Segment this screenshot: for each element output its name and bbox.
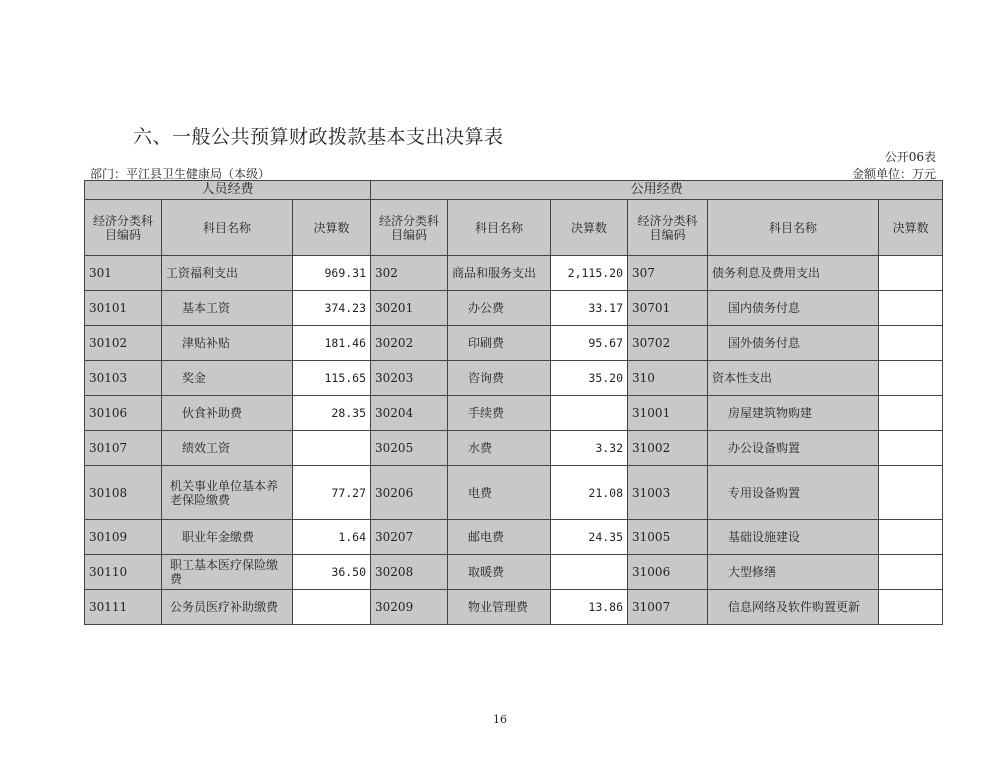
amount: 3.32 (551, 431, 628, 466)
item-name: 奖金 (162, 361, 293, 396)
amount (879, 590, 943, 625)
econ-code: 30207 (371, 520, 448, 555)
item-name: 办公费 (448, 291, 551, 326)
item-name: 取暖费 (448, 555, 551, 590)
econ-code: 30108 (85, 466, 162, 520)
econ-code: 30103 (85, 361, 162, 396)
econ-code: 30107 (85, 431, 162, 466)
table-row (85, 431, 943, 466)
amount (879, 291, 943, 326)
header-amount: 决算数 (293, 200, 371, 256)
header-amount: 决算数 (879, 200, 943, 256)
item-name: 职工基本医疗保险缴费 (162, 555, 293, 590)
table-row (85, 520, 943, 555)
header-code: 经济分类科目编码 (628, 200, 708, 256)
table-row (85, 256, 943, 291)
table-row (85, 590, 943, 625)
amount (879, 431, 943, 466)
econ-code: 31003 (628, 466, 708, 520)
econ-code: 30208 (371, 555, 448, 590)
item-name: 公务员医疗补助缴费 (162, 590, 293, 625)
econ-code: 31006 (628, 555, 708, 590)
header-code: 经济分类科目编码 (85, 200, 162, 256)
item-name: 房屋建筑物购建 (708, 396, 879, 431)
item-name: 国内债务付息 (708, 291, 879, 326)
table-row (85, 291, 943, 326)
amount (551, 555, 628, 590)
amount: 35.20 (551, 361, 628, 396)
department-label: 部门：平江县卫生健康局（本级） (90, 167, 271, 181)
econ-code: 307 (628, 256, 708, 291)
header-row (85, 200, 943, 256)
header-name: 科目名称 (162, 200, 293, 256)
page-title: 六、一般公共预算财政拨款基本支出决算表 (133, 126, 504, 148)
item-name: 资本性支出 (708, 361, 879, 396)
header-code: 经济分类科目编码 (371, 200, 448, 256)
amount (879, 256, 943, 291)
table-row (85, 361, 943, 396)
item-name: 手续费 (448, 396, 551, 431)
econ-code: 30202 (371, 326, 448, 361)
item-name: 办公设备购置 (708, 431, 879, 466)
econ-code: 30702 (628, 326, 708, 361)
amount (879, 466, 943, 520)
item-name: 邮电费 (448, 520, 551, 555)
item-name: 国外债务付息 (708, 326, 879, 361)
amount: 2,115.20 (551, 256, 628, 291)
table-row (85, 396, 943, 431)
item-name: 咨询费 (448, 361, 551, 396)
header-name: 科目名称 (708, 200, 879, 256)
econ-code: 31005 (628, 520, 708, 555)
amount (293, 431, 371, 466)
econ-code: 310 (628, 361, 708, 396)
item-name: 债务利息及费用支出 (708, 256, 879, 291)
expenditure-table (84, 180, 943, 625)
amount (879, 326, 943, 361)
econ-code: 302 (371, 256, 448, 291)
econ-code: 30109 (85, 520, 162, 555)
amount (879, 555, 943, 590)
item-name: 工资福利支出 (162, 256, 293, 291)
item-name: 信息网络及软件购置更新 (708, 590, 879, 625)
econ-code: 31001 (628, 396, 708, 431)
amount: 969.31 (293, 256, 371, 291)
table-row (85, 555, 943, 590)
page-number: 16 (493, 713, 507, 726)
item-name: 印刷费 (448, 326, 551, 361)
amount: 21.08 (551, 466, 628, 520)
amount (879, 361, 943, 396)
item-name: 伙食补助费 (162, 396, 293, 431)
amount: 181.46 (293, 326, 371, 361)
econ-code: 30209 (371, 590, 448, 625)
econ-code: 30201 (371, 291, 448, 326)
econ-code: 30102 (85, 326, 162, 361)
item-name: 商品和服务支出 (448, 256, 551, 291)
econ-code: 30110 (85, 555, 162, 590)
header-name: 科目名称 (448, 200, 551, 256)
unit-label: 金额单位：万元 (851, 167, 936, 181)
form-number: 公开06表 (884, 150, 936, 164)
amount: 95.67 (551, 326, 628, 361)
item-name: 物业管理费 (448, 590, 551, 625)
item-name: 职业年金缴费 (162, 520, 293, 555)
econ-code: 30101 (85, 291, 162, 326)
amount: 115.65 (293, 361, 371, 396)
item-name: 津贴补贴 (162, 326, 293, 361)
section-personnel: 人员经费 (85, 181, 371, 200)
amount (879, 520, 943, 555)
amount: 374.23 (293, 291, 371, 326)
amount (879, 396, 943, 431)
econ-code: 31007 (628, 590, 708, 625)
econ-code: 30204 (371, 396, 448, 431)
amount: 77.27 (293, 466, 371, 520)
section-public: 公用经费 (371, 181, 943, 200)
item-name: 绩效工资 (162, 431, 293, 466)
econ-code: 30205 (371, 431, 448, 466)
econ-code: 30111 (85, 590, 162, 625)
item-name: 水费 (448, 431, 551, 466)
table-row (85, 326, 943, 361)
amount: 13.86 (551, 590, 628, 625)
item-name: 基本工资 (162, 291, 293, 326)
amount: 36.50 (293, 555, 371, 590)
amount: 1.64 (293, 520, 371, 555)
amount: 28.35 (293, 396, 371, 431)
table-row (85, 466, 943, 520)
econ-code: 30203 (371, 361, 448, 396)
econ-code: 30106 (85, 396, 162, 431)
item-name: 电费 (448, 466, 551, 520)
econ-code: 30701 (628, 291, 708, 326)
amount (551, 396, 628, 431)
econ-code: 31002 (628, 431, 708, 466)
item-name: 机关事业单位基本养老保险缴费 (162, 466, 293, 520)
item-name: 专用设备购置 (708, 466, 879, 520)
item-name: 大型修缮 (708, 555, 879, 590)
amount: 33.17 (551, 291, 628, 326)
item-name: 基础设施建设 (708, 520, 879, 555)
header-amount: 决算数 (551, 200, 628, 256)
econ-code: 30206 (371, 466, 448, 520)
econ-code: 301 (85, 256, 162, 291)
amount: 24.35 (551, 520, 628, 555)
amount (293, 590, 371, 625)
